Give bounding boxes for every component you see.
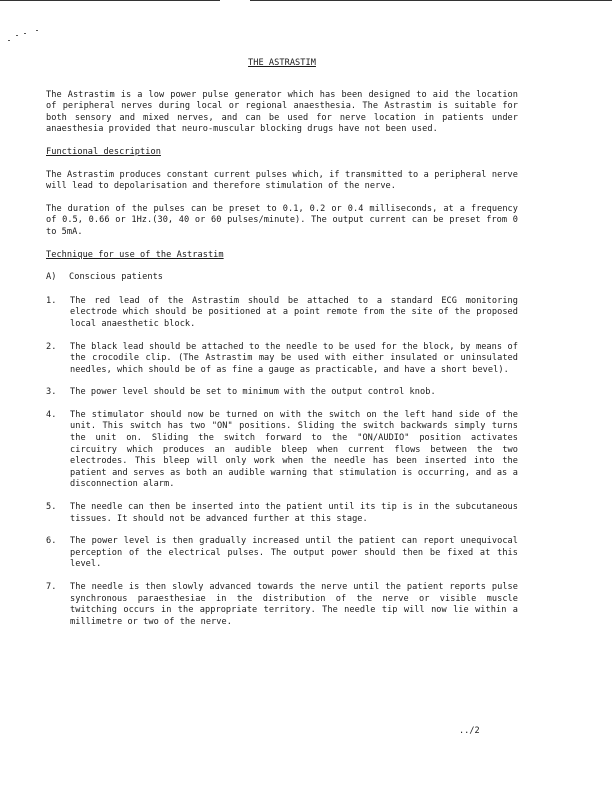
document-title: THE ASTRASTIM bbox=[248, 58, 316, 68]
step-item bbox=[46, 410, 518, 491]
step-text: The needle can then be inserted into the patient until its tip is in the subcutaneous tissues. It should not be advanced further at this stage. bbox=[70, 502, 518, 524]
scan-edge-line-left bbox=[0, 0, 220, 1]
scan-edge-line-right bbox=[250, 0, 612, 1]
step-item bbox=[46, 387, 518, 399]
functional-paragraph-2: The duration of the pulses can be preset to 0.1, 0.2 or 0.4 milliseconds, at a frequency of 0.5, 0.66 or 1Hz.(30, 40 or 60 pulses/minute). The output current can be preset from 0 to 5mA. bbox=[46, 203, 518, 237]
step-item bbox=[46, 582, 518, 628]
step-text: The stimulator should now be turned on with the switch on the left hand side of the unit. This switch has two "ON" positions. Sliding the switch backwards simply turns the unit on. Sliding the switch forward to the "ON/AUDIO" position activates circuitry which produces an audible bleep when current flows between the two electrodes. This bleep will only work when the needle has been inserted into the patient and serves as both an audible warning that stimulation is occurring, and as a disconnection alarm. bbox=[70, 409, 518, 490]
section-title: Conscious patients bbox=[69, 272, 164, 283]
step-item bbox=[46, 502, 518, 525]
functional-paragraph-1: The Astrastim produces constant current pulses which, if transmitted to a peripheral nerve will lead to depolarisation and therefore stimulation of the nerve. bbox=[46, 169, 518, 192]
section-label: A) bbox=[46, 272, 57, 283]
scan-speck bbox=[8, 40, 10, 41]
steps-list bbox=[46, 296, 518, 629]
step-text: The black lead should be attached to the needle to be used for the block, by means of the crocodile clip. (The Astrastim may be used with either insulated or uninsulated needles, which should be of as fine a gauge as practicable, and have a short bevel). bbox=[70, 341, 518, 375]
step-number: 6. bbox=[46, 536, 57, 547]
step-item bbox=[46, 296, 518, 331]
step-item bbox=[46, 536, 518, 571]
intro-paragraph: The Astrastim is a low power pulse generator which has been designed to aid the location of peripheral nerves during local or regional anaesthesia. The Astrastim is suitable for both sensory and mixed nerves, and can be used for nerve location in patients under anaesthesia provided that neuro-muscular blocking drugs have not been used. bbox=[46, 89, 518, 135]
scan-speck bbox=[24, 33, 26, 34]
step-text: The power level is then gradually increased until the patient can report unequivocal perception of the electrical pulses. The output power should then be fixed at this level. bbox=[70, 536, 518, 570]
scan-speck bbox=[36, 30, 38, 31]
step-item bbox=[46, 342, 518, 377]
scan-speck bbox=[16, 35, 18, 36]
step-number: 1. bbox=[46, 295, 57, 306]
document-body bbox=[46, 58, 518, 639]
step-text: The power level should be set to minimum with the output control knob. bbox=[70, 387, 436, 398]
technique-heading: Technique for use of the Astrastim bbox=[46, 249, 224, 260]
step-text: The red lead of the Astrastim should be attached to a standard ECG monitoring electrode which should be positioned at a point remote from the site of the proposed local anaesthetic block. bbox=[70, 295, 518, 329]
page-continuation-marker: ../2 bbox=[459, 726, 480, 736]
step-number: 7. bbox=[46, 582, 57, 592]
step-number: 5. bbox=[46, 502, 57, 513]
step-text: The needle is then slowly advanced towards the nerve until the patient reports pulse synchronous paraesthesiae in the distribution of the nerve or visible muscle twitching occurs in the appropriate territory. The needle tip will now lie within a millimetre or two of the nerve. bbox=[70, 582, 518, 627]
functional-description-heading: Functional description bbox=[46, 146, 161, 157]
step-number: 3. bbox=[46, 387, 57, 398]
step-number: 2. bbox=[46, 341, 57, 352]
step-number: 4. bbox=[46, 409, 57, 420]
section-conscious-patients bbox=[46, 272, 518, 284]
